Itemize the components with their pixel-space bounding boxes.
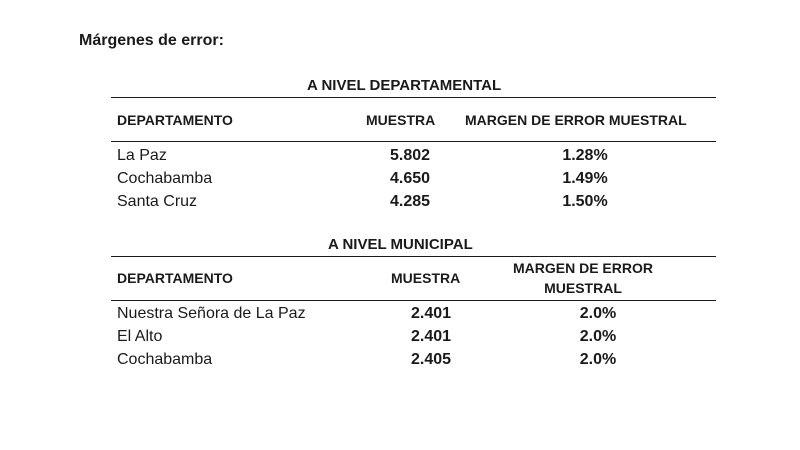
margin-cell: 2.0%	[579, 305, 617, 322]
municipal-header-margin-line2: MUESTRAL	[544, 280, 622, 296]
municipal-top-rule	[111, 256, 716, 257]
departmental-top-rule	[111, 97, 716, 98]
department-cell: La Paz	[117, 147, 167, 164]
margin-cell: 1.49%	[562, 170, 608, 187]
departmental-header-sample: MUESTRA	[366, 112, 436, 128]
departmental-header-department: DEPARTAMENTO	[117, 112, 233, 128]
department-cell: Cochabamba	[117, 170, 213, 187]
municipal-header-rule	[111, 300, 716, 301]
department-cell: Nuestra Señora de La Paz	[117, 305, 306, 322]
margin-cell: 1.28%	[562, 147, 608, 164]
sample-cell: 2.401	[410, 328, 452, 345]
department-cell: Cochabamba	[117, 351, 213, 368]
sample-cell: 4.650	[389, 170, 431, 187]
municipal-header-department: DEPARTAMENTO	[117, 270, 233, 286]
sample-cell: 2.405	[410, 351, 452, 368]
municipal-title: A NIVEL MUNICIPAL	[328, 236, 473, 253]
departmental-title: A NIVEL DEPARTAMENTAL	[307, 77, 502, 94]
department-cell: Santa Cruz	[117, 193, 198, 210]
margin-cell: 1.50%	[562, 193, 608, 210]
sample-cell: 4.285	[389, 193, 431, 210]
municipal-header-margin-line1: MARGEN DE ERROR	[512, 260, 653, 276]
department-cell: El Alto	[117, 328, 163, 345]
sample-cell: 2.401	[410, 305, 452, 322]
page-heading: Márgenes de error:	[79, 32, 224, 49]
departmental-header-rule	[111, 141, 716, 142]
departmental-header-margin: MARGEN DE ERROR MUESTRAL	[465, 112, 687, 128]
municipal-header-sample: MUESTRA	[391, 270, 461, 286]
margin-cell: 2.0%	[579, 351, 617, 368]
municipal-header-margin	[498, 258, 668, 298]
sample-cell: 5.802	[389, 147, 431, 164]
margin-cell: 2.0%	[579, 328, 617, 345]
